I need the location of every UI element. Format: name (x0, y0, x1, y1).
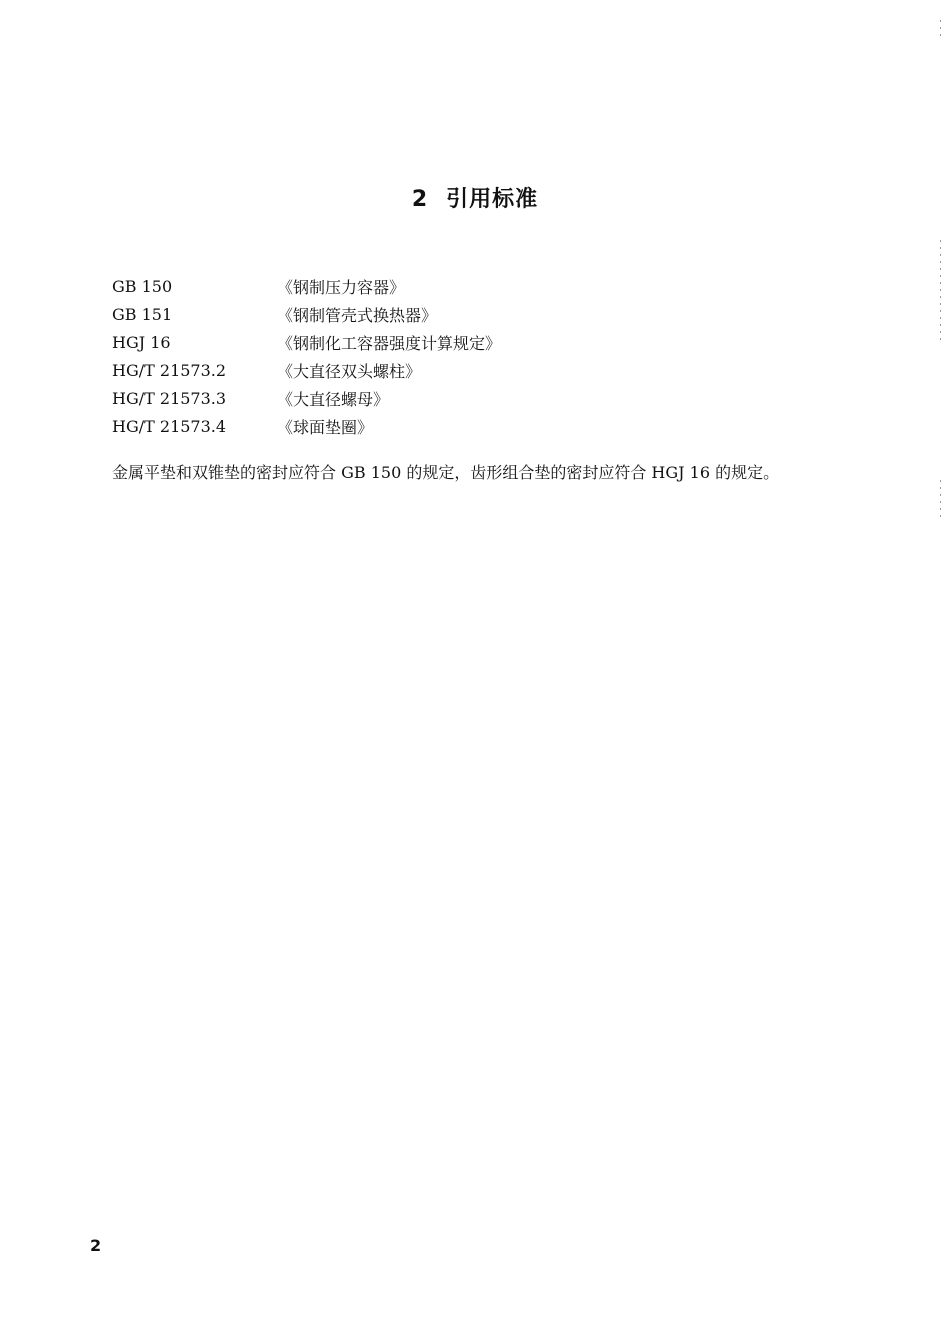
page-number: 2 (90, 1236, 102, 1255)
reference-row (112, 412, 852, 440)
reference-title: 《钢制管壳式换热器》 (277, 305, 438, 325)
section-title: 引用标准 (446, 187, 539, 212)
reference-title: 《球面垫圈》 (277, 417, 374, 437)
reference-title: 《大直径双头螺柱》 (277, 361, 422, 381)
reference-row (112, 384, 852, 412)
reference-title: 《大直径螺母》 (277, 389, 390, 409)
section-number: 2 (411, 187, 429, 212)
scan-artifact (940, 480, 941, 520)
reference-title: 《钢制压力容器》 (277, 277, 406, 297)
reference-code: GB 150 (112, 276, 173, 296)
reference-row (112, 328, 852, 356)
reference-row (112, 300, 852, 328)
reference-code: HGJ 16 (112, 332, 171, 352)
scan-artifact (940, 240, 941, 340)
scan-artifact (940, 20, 941, 40)
reference-code: HG/T 21573.4 (112, 416, 227, 436)
reference-row (112, 356, 852, 384)
reference-code: HG/T 21573.2 (112, 360, 227, 380)
reference-list (112, 272, 852, 440)
reference-row (112, 272, 852, 300)
body-paragraph: 金属平垫和双锥垫的密封应符合 GB 150 的规定，齿形组合垫的密封应符合 HGJ 16 的规定。 (112, 463, 780, 482)
reference-title: 《钢制化工容器强度计算规定》 (277, 333, 502, 353)
reference-code: HG/T 21573.3 (112, 388, 227, 408)
section-heading (0, 182, 950, 213)
reference-code: GB 151 (112, 304, 173, 324)
